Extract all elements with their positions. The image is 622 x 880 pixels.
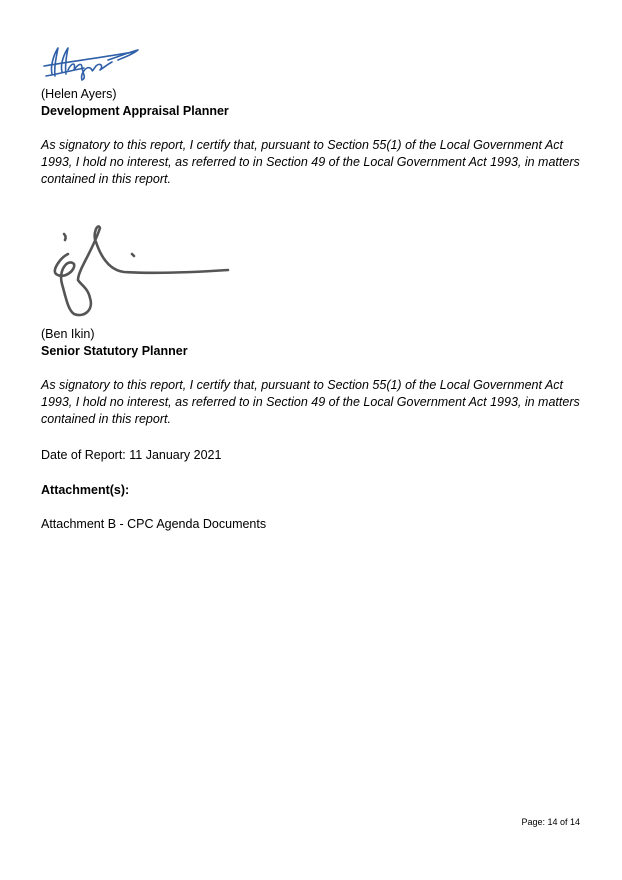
attachments-heading: Attachment(s): (41, 483, 130, 497)
certification-statement: As signatory to this report, I certify that, pursuant to Section 55(1) of the Local Government Act 1993, I hold no interest, as referred to in Section 49 of the Local Government Act 1993, in matters contained in this report. (41, 138, 580, 186)
page-number: Page: 14 of 14 (521, 817, 580, 827)
signatory-title: Development Appraisal Planner (41, 104, 229, 118)
signatory-title: Senior Statutory Planner (41, 344, 188, 358)
report-date: Date of Report: 11 January 2021 (41, 448, 222, 462)
attachment-item: Attachment B - CPC Agenda Documents (41, 517, 267, 531)
signatory-name: (Ben Ikin) (41, 327, 95, 341)
certification-statement: As signatory to this report, I certify that, pursuant to Section 55(1) of the Local Government Act 1993, I hold no interest, as referred to in Section 49 of the Local Government Act 1993, in matters contained in this report. (41, 378, 580, 426)
signature-ben-ikin (38, 214, 238, 322)
signature-helen-ayers (38, 44, 148, 82)
signatory-name: (Helen Ayers) (41, 87, 117, 101)
